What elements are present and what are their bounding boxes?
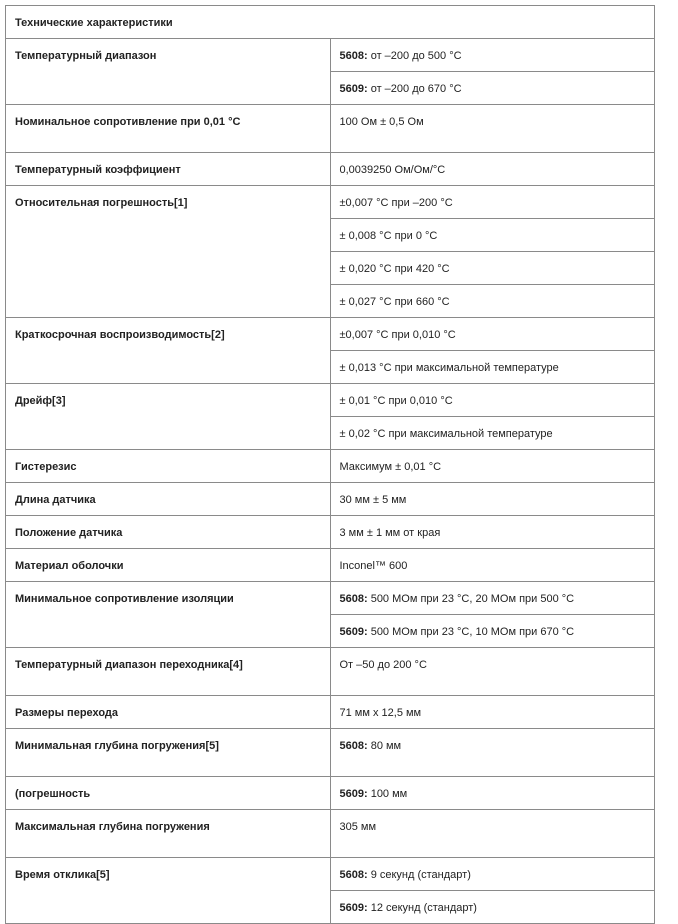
spec-value (330, 858, 655, 891)
spec-value (330, 810, 655, 858)
spec-value (330, 384, 655, 417)
spec-value (330, 729, 655, 777)
table-row (6, 777, 655, 810)
table-row (6, 516, 655, 549)
table-row (6, 729, 655, 777)
spec-value (330, 582, 655, 615)
value-text: 3 мм ± 1 мм от края (339, 527, 441, 539)
spec-label: Минимальная глубина погружения[5] (6, 729, 331, 777)
spec-label: Положение датчика (6, 516, 331, 549)
spec-value (330, 450, 655, 483)
spec-label: Относительная погрешность[1] (6, 186, 331, 318)
value-text: 71 мм x 12,5 мм (339, 707, 422, 719)
value-text: 500 МОм при 23 °C, 20 МОм при 500 °C (367, 593, 575, 605)
model-prefix: 5609: (339, 902, 368, 914)
value-text: ± 0,01 °C при 0,010 °C (339, 395, 453, 407)
spec-value (330, 549, 655, 582)
table-row (6, 39, 655, 72)
value-text: 100 мм (367, 788, 408, 800)
table-row (6, 858, 655, 891)
value-text: От –50 до 200 °C (339, 659, 427, 671)
value-text: 100 Ом ± 0,5 Ом (339, 116, 424, 128)
spec-value (330, 285, 655, 318)
spec-label: Температурный диапазон переходника[4] (6, 648, 331, 696)
spec-value (330, 219, 655, 252)
value-text: Максимум ± 0,01 °C (339, 461, 442, 473)
table-row (6, 318, 655, 351)
spec-value (330, 777, 655, 810)
spec-label: Температурный коэффициент (6, 153, 331, 186)
value-text: ± 0,013 °C при максимальной температуре (339, 362, 559, 374)
spec-label: Минимальное сопротивление изоляции (6, 582, 331, 648)
value-text: ± 0,008 °C при 0 °C (339, 230, 438, 242)
table-row (6, 105, 655, 153)
spec-label: Максимальная глубина погружения (6, 810, 331, 858)
table-row (6, 810, 655, 858)
table-row (6, 153, 655, 186)
spec-label: Размеры перехода (6, 696, 331, 729)
spec-label: Время отклика[5] (6, 858, 331, 924)
spec-value (330, 648, 655, 696)
spec-value (330, 252, 655, 285)
spec-value (330, 417, 655, 450)
model-prefix: 5608: (339, 593, 368, 605)
spec-value (330, 483, 655, 516)
spec-label: Гистерезис (6, 450, 331, 483)
spec-value (330, 72, 655, 105)
spec-label: Температурный диапазон (6, 39, 331, 105)
spec-table (5, 5, 655, 924)
spec-value (330, 153, 655, 186)
value-text: ± 0,027 °C при 660 °C (339, 296, 450, 308)
spec-value (330, 615, 655, 648)
spec-label: Дрейф[3] (6, 384, 331, 450)
table-title: Технические характеристики (6, 6, 655, 39)
model-prefix: 5608: (339, 50, 368, 62)
table-row (6, 186, 655, 219)
model-prefix: 5608: (339, 869, 368, 881)
model-prefix: 5609: (339, 788, 368, 800)
value-text: 305 мм (339, 821, 377, 833)
table-header-row (6, 6, 655, 39)
value-text: 0,0039250 Ом/Ом/°C (339, 164, 446, 176)
value-text: ± 0,020 °C при 420 °C (339, 263, 450, 275)
spec-value (330, 516, 655, 549)
spec-label: Номинальное сопротивление при 0,01 °C (6, 105, 331, 153)
table-row (6, 384, 655, 417)
table-row (6, 450, 655, 483)
value-text: от –200 до 670 °C (367, 83, 462, 95)
table-row (6, 549, 655, 582)
spec-value (330, 318, 655, 351)
model-prefix: 5609: (339, 626, 368, 638)
value-text: 9 секунд (стандарт) (367, 869, 471, 881)
spec-value (330, 696, 655, 729)
value-text: 80 мм (367, 740, 402, 752)
value-text: 500 МОм при 23 °C, 10 МОм при 670 °C (367, 626, 575, 638)
value-text: ± 0,02 °C при максимальной температуре (339, 428, 553, 440)
value-text: ±0,007 °C при 0,010 °C (339, 329, 456, 341)
spec-label: Длина датчика (6, 483, 331, 516)
value-text: Inconel™ 600 (339, 560, 408, 572)
value-text: ±0,007 °C при –200 °C (339, 197, 453, 209)
table-row (6, 582, 655, 615)
table-row (6, 483, 655, 516)
spec-value (330, 105, 655, 153)
model-prefix: 5609: (339, 83, 368, 95)
spec-value (330, 351, 655, 384)
spec-table-body (6, 6, 655, 924)
table-row (6, 696, 655, 729)
model-prefix: 5608: (339, 740, 368, 752)
spec-value (330, 39, 655, 72)
value-text: 30 мм ± 5 мм (339, 494, 407, 506)
table-row (6, 648, 655, 696)
value-text: 12 секунд (стандарт) (367, 902, 477, 914)
spec-value (330, 891, 655, 924)
spec-label: Материал оболочки (6, 549, 331, 582)
spec-label: (погрешность (6, 777, 331, 810)
value-text: от –200 до 500 °C (367, 50, 462, 62)
spec-value (330, 186, 655, 219)
spec-label: Краткосрочная воспроизводимость[2] (6, 318, 331, 384)
